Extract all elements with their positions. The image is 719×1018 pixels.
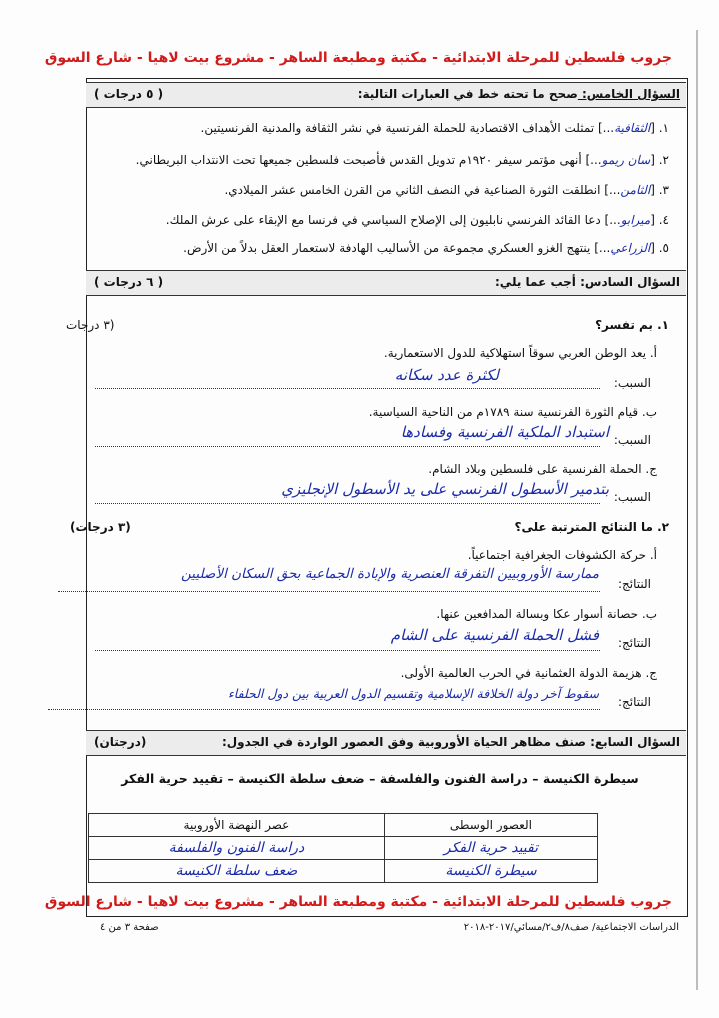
item-text: ...] تمثلت الأهداف الاقتصادية للحملة الفرنسية في نشر الثقافة والمدنية الفرنسيتين.: [200, 121, 615, 135]
column-header: العصور الوسطى: [384, 814, 597, 837]
answer-line: [95, 650, 600, 651]
handwritten-answer: سان ريمو: [601, 153, 651, 167]
q6-2b-key: النتائج:: [617, 636, 651, 650]
answer-line: [95, 503, 600, 504]
q6-2c-key: النتائج:: [617, 695, 651, 709]
q5-grade: ( ٥ درجات ): [94, 87, 164, 101]
q6-2c-prompt: ج. هزيمة الدولة العثمانية في الحرب العالمية الأولى.: [400, 666, 657, 680]
q5-title-rest: صحح ما تحته خط في العبارات التالية:: [357, 87, 578, 101]
table-row: [89, 860, 598, 883]
q6-part2-marks: (٣ درجات): [70, 520, 131, 534]
answer-line: [58, 591, 600, 592]
q6-1c-prompt: ج. الحملة الفرنسية على فلسطين وبلاد الشام.: [428, 462, 657, 476]
item-number: ٢. [: [650, 153, 669, 167]
q6-header: [86, 270, 686, 296]
q6-grade: ( ٦ درجات ): [94, 275, 164, 289]
q6-2a-answer: ممارسة الأوروبيين التفرقة العنصرية والإبادة الجماعية بحق السكان الأصليين: [181, 566, 599, 582]
q5-item: [224, 183, 669, 197]
table-header-row: [89, 814, 598, 837]
item-text: ...] ينتهج الغزو العسكري مجموعة من الأساليب الهادفة لاستعمار العقل بدلاً من الأرض.: [183, 241, 611, 255]
answer-line: [48, 709, 600, 710]
handwritten-answer: الزراعي: [610, 241, 651, 255]
q6-1c-key: السبب:: [613, 490, 651, 504]
q6-1c-answer: بتدمير الأسطول الفرنسي على يد الأسطول الإنجليزي: [281, 480, 609, 498]
table-cell: تقييد حرية الفكر: [384, 837, 597, 860]
page-number: صفحة ٣ من ٤: [100, 922, 159, 933]
handwritten-answer: الثقافية: [614, 121, 651, 135]
q6-1a-prompt: أ. يعد الوطن العربي سوقاً استهلاكية للدول الاستعمارية.: [383, 346, 657, 360]
q5-item: [183, 241, 669, 255]
table-row: [89, 837, 598, 860]
item-text: ...] انطلقت الثورة الصناعية في النصف الثاني من القرن الخامس عشر الميلادي.: [224, 183, 621, 197]
q6-2a-prompt: أ. حركة الكشوفات الجغرافية اجتماعياً.: [467, 548, 657, 562]
q5-item: [201, 121, 670, 135]
item-text: ...] أنهى مؤتمر سيفر ١٩٢٠م تدويل القدس فأصبحت فلسطين جميعها تحت الانتداب البريطاني.: [135, 153, 602, 167]
classification-table: [88, 813, 598, 883]
q5-item: [136, 153, 669, 167]
q6-2b-answer: فشل الحملة الفرنسية على الشام: [390, 626, 599, 644]
q5-title: [358, 87, 680, 101]
handwritten-answer: ميرابو: [620, 213, 651, 227]
q6-2b-prompt: ب. حصانة أسوار عكا وبسالة المدافعين عنها.: [436, 607, 657, 621]
answer-line: [95, 446, 600, 447]
q6-title: السؤال السادس: أجب عما يلي:: [495, 275, 680, 289]
q7-title: السؤال السابع: صنف مظاهر الحياة الأوروبية وفق العصور الواردة في الجدول:: [221, 735, 680, 749]
q6-2c-answer: سقوط آخر دولة الخلافة الإسلامية وتقسيم الدول العربية بين دول الحلفاء: [227, 686, 599, 701]
table-cell: دراسة الفنون والفلسفة: [89, 837, 385, 860]
q5-item: [166, 213, 669, 227]
q6-part1-marks: (٣ درجات: [66, 318, 115, 332]
item-number: ٤. [: [650, 213, 669, 227]
q6-part1-label: ١. بم تفسر؟: [595, 318, 669, 332]
item-text: ...] دعا القائد الفرنسي نابليون إلى الإصلاح السياسي في فرنسا مع الإبقاء على عرش الملك.: [165, 213, 621, 227]
q6-2a-key: النتائج:: [617, 577, 651, 591]
table-cell: سيطرة الكنيسة: [384, 860, 597, 883]
footer-banner: جروب فلسطين للمرحلة الابتدائية - مكتبة ومطبعة الساهر - مشروع بيت لاهيا - شارع السوق: [44, 894, 672, 910]
page-edge: [696, 30, 698, 990]
q6-1b-key: السبب:: [613, 433, 651, 447]
q7-grade: (درجتان): [94, 735, 147, 749]
q6-1b-answer: استبداد الملكية الفرنسية وفسادها: [400, 423, 609, 441]
q5-title-prefix: السؤال الخامس:: [577, 87, 680, 101]
handwritten-answer: الثامن: [620, 183, 651, 197]
item-number: ٣. [: [650, 183, 669, 197]
q6-1a-answer: لكثرة عدد سكانه: [394, 366, 499, 384]
q6-1b-prompt: ب. قيام الثورة الفرنسية سنة ١٧٨٩م من الناحية السياسية.: [368, 405, 657, 419]
header-banner: جروب فلسطين للمرحلة الابتدائية - مكتبة ومطبعة الساهر - مشروع بيت لاهيا - شارع السوق: [44, 50, 672, 66]
q6-1a-key: السبب:: [613, 376, 651, 390]
item-number: ٥. [: [650, 241, 669, 255]
answer-line: [95, 388, 600, 389]
q7-header: [86, 730, 686, 756]
column-header: عصر النهضة الأوروبية: [89, 814, 385, 837]
item-number: ١. [: [650, 121, 669, 135]
q7-options: سيطرة الكنيسة – دراسة الفنون والفلسفة – ضعف سلطة الكنيسة – تقييد حرية الفكر: [121, 771, 639, 786]
course-info: الدراسات الاجتماعية/ صف٨/ف٢/مسائي/٢٠١٧-٢٠١٨: [463, 922, 679, 933]
q6-part2-label: ٢. ما النتائج المترتبة على؟: [514, 520, 669, 534]
q5-header: [86, 82, 686, 108]
table-cell: ضعف سلطة الكنيسة: [89, 860, 385, 883]
